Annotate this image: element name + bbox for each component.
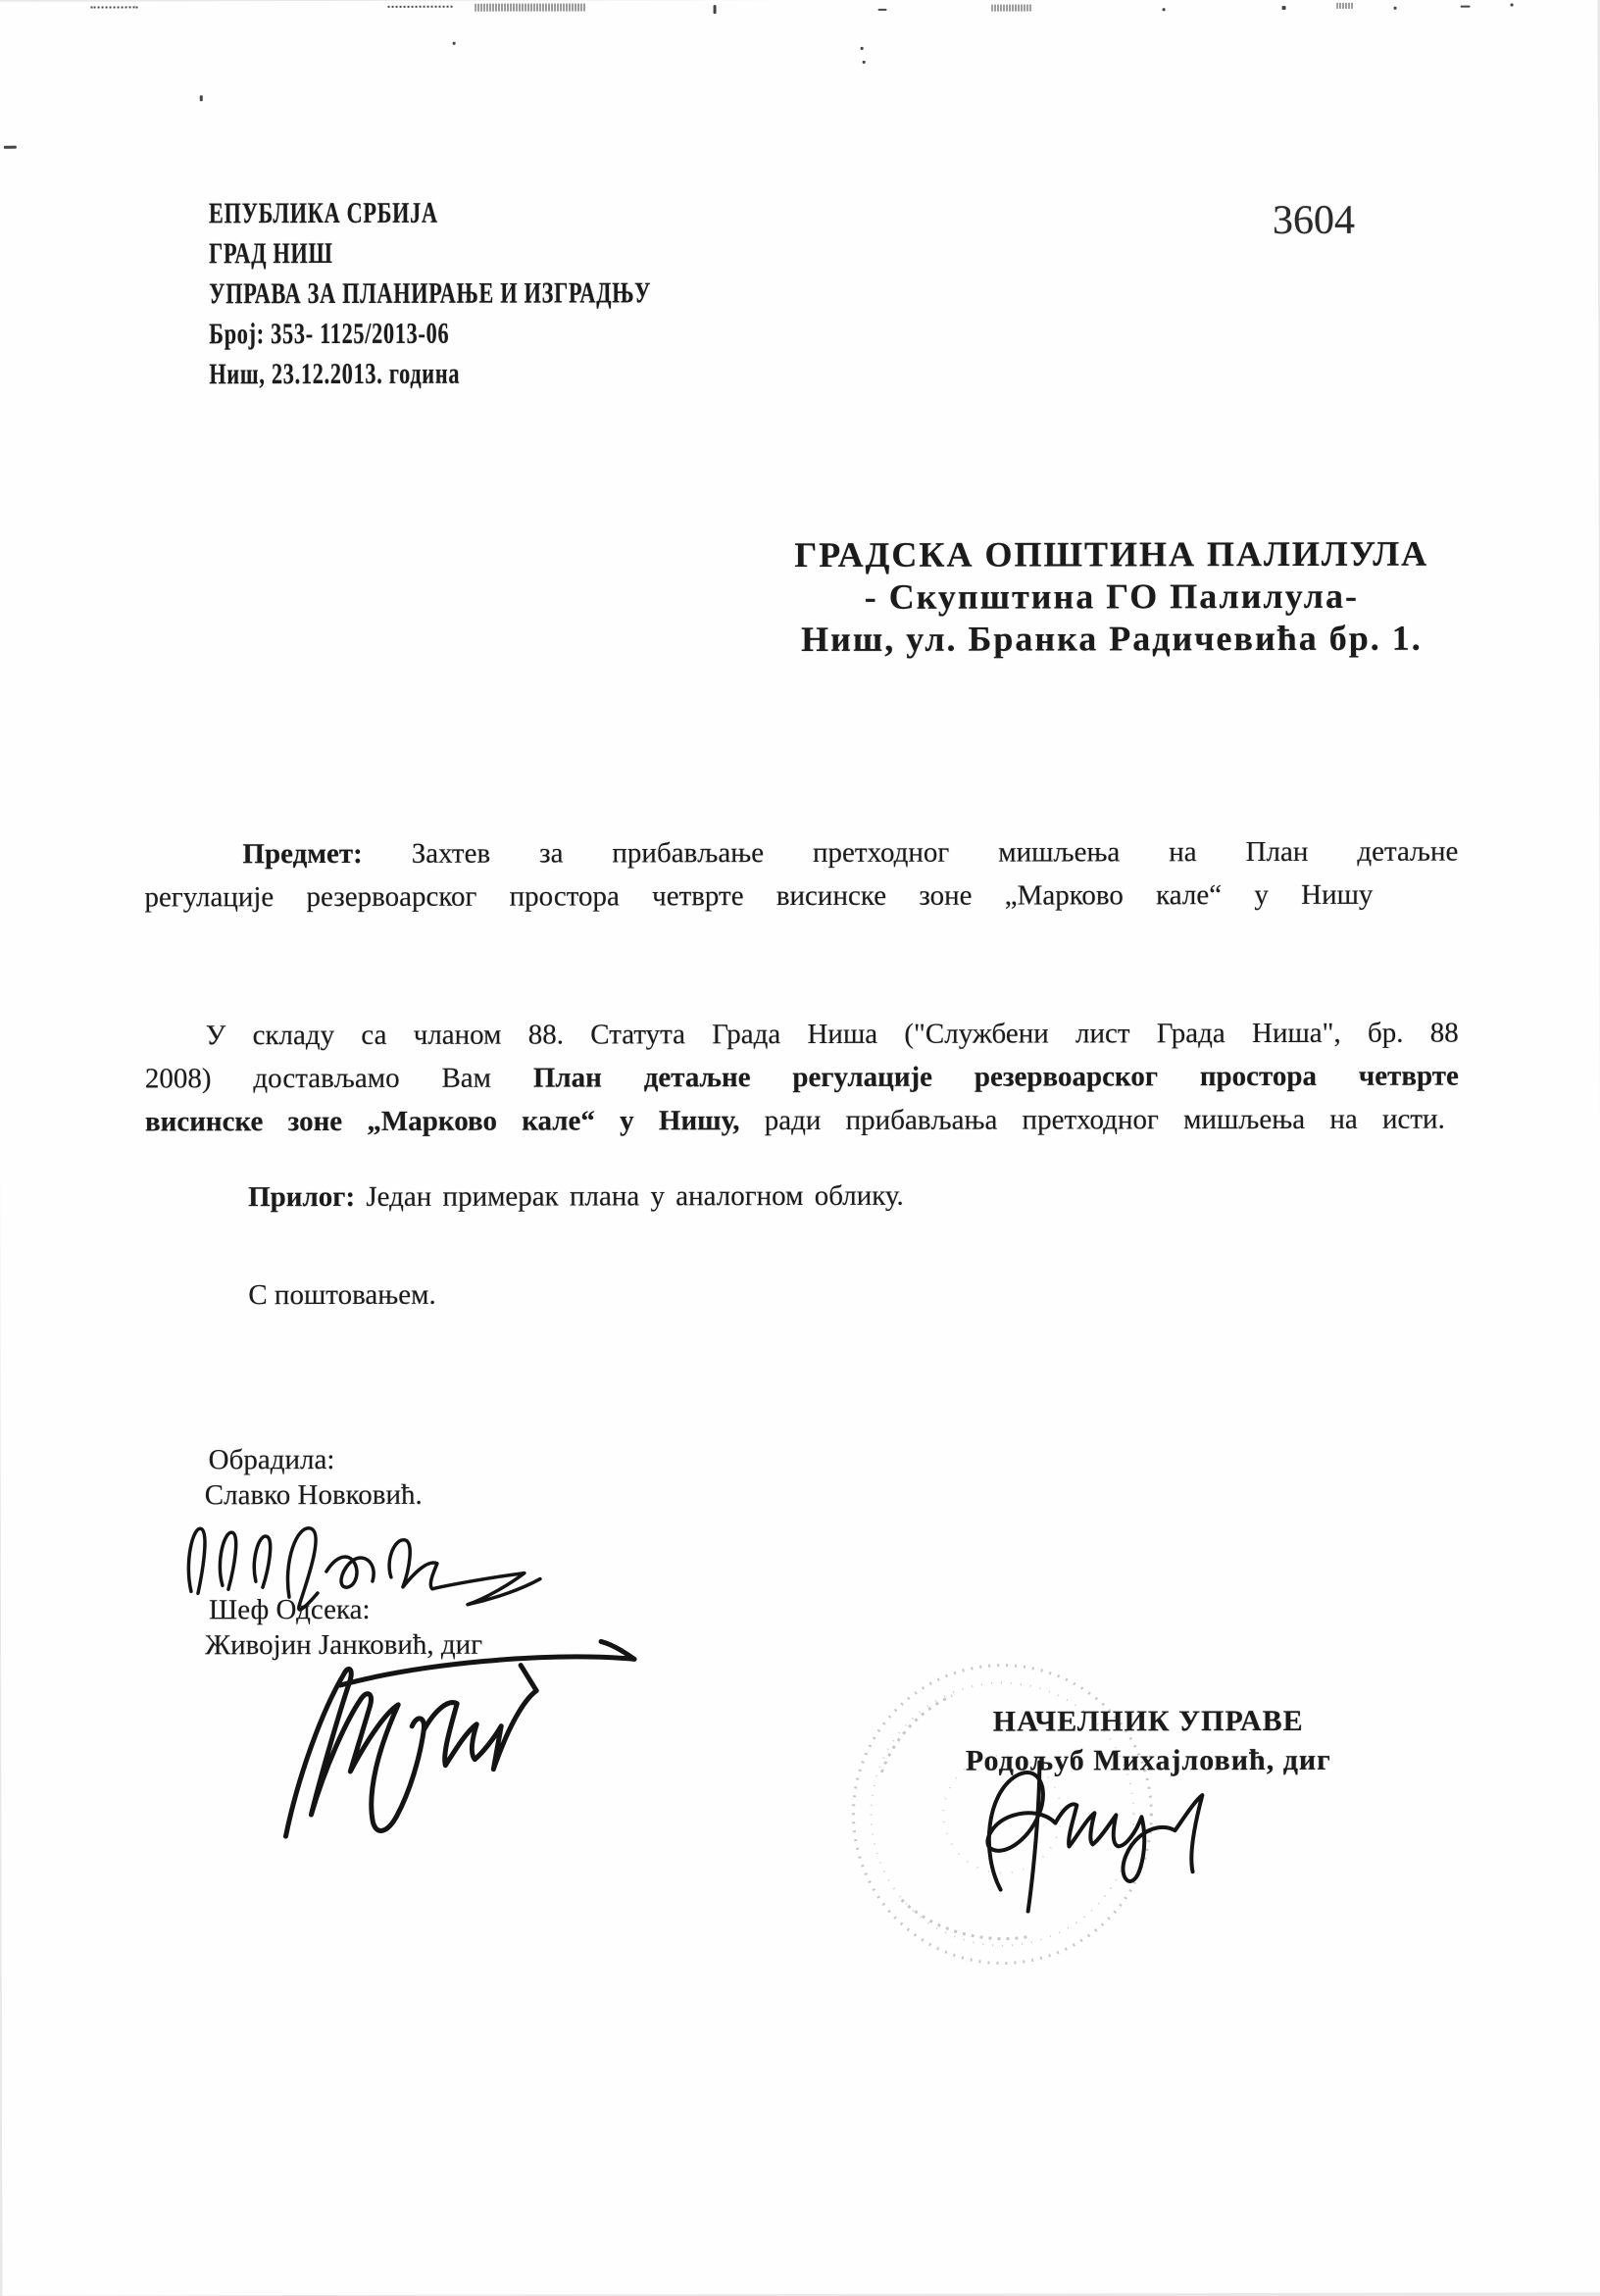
body-plan-title: План детаљне регулације резервоарског простора четврте висинске зоне „Марково кале“ у Нишу,	[144, 1060, 1459, 1138]
recipient-address: Ниш, ул. Бранка Радичевића бр. 1.	[801, 618, 1423, 659]
sender-date: Ниш, 23.12.2013. година	[209, 357, 461, 391]
closing-text: С поштовањем.	[248, 1278, 436, 1312]
section-chief-label: Шеф Одсека:	[208, 1593, 371, 1626]
subject-paragraph	[144, 830, 1458, 920]
scan-artifact	[200, 95, 203, 101]
recipient-municipality: ГРАДСКА ОПШТИНА ПАЛИЛУЛА	[794, 533, 1429, 575]
recipient-assembly: - Скупштина ГО Палилула-	[864, 575, 1360, 617]
scan-artifact	[4, 146, 17, 149]
scan-artifact	[475, 3, 585, 11]
scan-artifact	[91, 6, 138, 8]
scan-artifacts	[0, 0, 1598, 2]
scan-artifact	[1511, 3, 1514, 6]
body-tail: ради прибављања претходног мишљења на исти.	[739, 1103, 1445, 1137]
attachment-text: Један примерак плана у аналогном облику.	[355, 1179, 904, 1213]
section-chief-signature	[225, 1629, 685, 1856]
prepared-by-name: Славко Новковић.	[204, 1478, 423, 1512]
scan-artifact	[1337, 3, 1353, 9]
scan-artifact	[388, 6, 453, 8]
scan-artifact	[1163, 8, 1166, 11]
sender-case-number: Број: 353- 1125/2013-06	[209, 317, 450, 351]
scan-artifact	[878, 9, 887, 11]
section-chief-name: Живојин Јанковић, диг	[205, 1628, 483, 1662]
attachment-line	[145, 1173, 1459, 1220]
head-name: Родољуб Михајловић, диг	[965, 1743, 1331, 1777]
subject-label: Предмет:	[242, 837, 363, 871]
scan-artifact	[714, 5, 717, 14]
body-paragraph	[145, 1012, 1459, 1144]
scan-artifact	[992, 4, 1033, 11]
protocol-number: 3604	[1272, 197, 1356, 243]
prepared-by-signature	[179, 1510, 572, 1623]
sender-country: ЕПУБЛИКА СРБИЈА	[208, 196, 438, 230]
head-signature	[937, 1752, 1280, 1920]
sender-block	[209, 192, 651, 394]
scan-artifact	[1394, 7, 1397, 10]
scan-artifact	[863, 61, 866, 64]
scan-artifact	[453, 42, 456, 45]
sender-department: УПРАВА ЗА ПЛАНИРАЊЕ И ИЗГРАДЊУ	[209, 276, 652, 311]
scan-artifact	[1282, 6, 1286, 10]
head-title: НАЧЕЛНИК УПРАВЕ	[992, 1704, 1304, 1738]
subject-text: Захтев за прибављање претходног мишљења на План детаљне регулације резервоарског простора четврте висинске зоне „Марково кале“ у Нишу	[144, 835, 1459, 914]
scan-artifact	[861, 47, 864, 50]
attachment-label: Прилог:	[248, 1180, 356, 1214]
prepared-by-label: Обрадила:	[208, 1443, 335, 1476]
sender-city: ГРАД НИШ	[209, 236, 333, 271]
body-lead: У складу са чланом 88. Статута Града Ниша ("Службени лист Града Ниша", бр. 88 2008) достављамо Вам	[144, 1017, 1459, 1095]
recipient-block	[685, 532, 1538, 661]
scan-artifact	[1461, 6, 1471, 8]
closing-line	[145, 1271, 1562, 1317]
